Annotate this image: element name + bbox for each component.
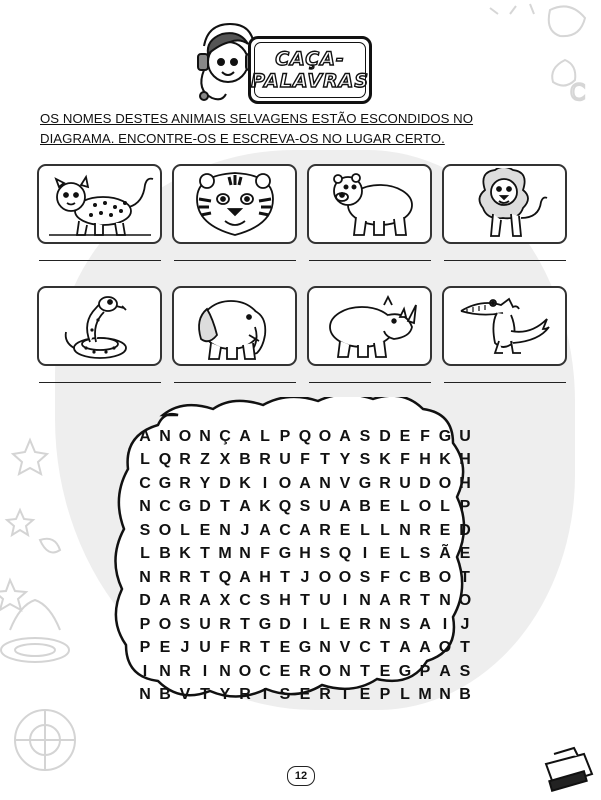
word-search-letter[interactable]: P [419, 662, 431, 680]
word-search-letter[interactable]: T [420, 592, 430, 610]
word-search-letter[interactable]: H [459, 451, 471, 469]
word-search-row [135, 425, 475, 449]
word-search-letter[interactable]: Z [200, 451, 210, 469]
word-search-letter[interactable]: E [199, 521, 211, 539]
word-search-letter[interactable]: I [442, 615, 448, 633]
word-search-letter[interactable]: I [142, 662, 148, 680]
word-search-letter[interactable]: E [379, 662, 391, 680]
word-search-letter[interactable]: L [140, 451, 150, 469]
word-search-letter[interactable]: A [159, 592, 171, 610]
word-search-letter[interactable]: J [240, 521, 250, 539]
answer-line-rhinoceros[interactable] [309, 382, 431, 383]
word-search-letter[interactable]: F [300, 451, 310, 469]
snake-icon [50, 290, 150, 362]
word-search-letter[interactable]: C [139, 474, 151, 492]
word-search-letter[interactable]: T [300, 592, 310, 610]
word-search-letter[interactable]: R [179, 451, 191, 469]
word-search-letter[interactable]: E [339, 615, 351, 633]
word-search-letter[interactable]: C [279, 521, 291, 539]
word-search-letter[interactable]: M [218, 545, 232, 563]
word-search-letter[interactable]: R [239, 639, 251, 657]
answer-line-leopard[interactable] [39, 260, 161, 261]
word-search-letter[interactable]: E [339, 521, 351, 539]
word-search-letter[interactable]: L [320, 615, 330, 633]
word-search-letter[interactable]: B [239, 451, 251, 469]
answer-line-snake[interactable] [39, 382, 161, 383]
word-search-letter[interactable]: T [240, 615, 250, 633]
word-search-letter[interactable]: A [199, 592, 211, 610]
word-search-letter[interactable]: L [380, 521, 390, 539]
word-search-letter[interactable]: R [379, 474, 391, 492]
word-search-letter[interactable]: S [399, 615, 411, 633]
word-search-row [135, 519, 475, 543]
word-search-letter[interactable]: I [362, 545, 368, 563]
word-search-letter[interactable]: E [399, 427, 411, 445]
word-search-letter[interactable]: O [438, 639, 452, 657]
animal-card-bear [307, 164, 432, 244]
answer-line-elephant[interactable] [174, 382, 296, 383]
word-search-letter[interactable]: L [400, 686, 410, 704]
word-search-letter[interactable]: N [139, 498, 151, 516]
word-search-letter[interactable]: R [359, 615, 371, 633]
rhinoceros-icon [318, 291, 422, 361]
word-search-letter[interactable]: R [299, 662, 311, 680]
word-search-letter[interactable]: T [340, 686, 350, 704]
word-search-row [135, 496, 475, 520]
alligator-icon [453, 291, 557, 361]
word-search-letter[interactable]: O [318, 662, 332, 680]
word-search-letter[interactable]: E [379, 498, 391, 516]
word-search-letter[interactable]: Q [338, 545, 352, 563]
word-search-letter[interactable]: S [179, 615, 191, 633]
word-search-letter[interactable]: R [179, 568, 191, 586]
word-search-letter[interactable]: N [139, 686, 151, 704]
word-search-letter[interactable]: A [339, 498, 351, 516]
word-search-letter[interactable]: D [279, 615, 291, 633]
word-search-letter[interactable]: T [200, 686, 210, 704]
word-search-letter[interactable]: S [359, 427, 371, 445]
word-search-letter[interactable]: T [460, 639, 470, 657]
word-search-letter[interactable]: Ã [439, 545, 451, 563]
word-search-letter[interactable]: C [359, 639, 371, 657]
word-search-letter[interactable]: G [358, 474, 372, 492]
word-search-letter[interactable]: E [279, 662, 291, 680]
word-search-letter[interactable]: D [379, 427, 391, 445]
word-search-letter[interactable]: I [342, 592, 348, 610]
word-search-letter[interactable]: R [319, 521, 331, 539]
word-search-letter[interactable]: C [159, 498, 171, 516]
word-search-letter[interactable]: A [419, 639, 431, 657]
word-search-letter[interactable]: A [139, 427, 151, 445]
word-search-letter[interactable]: H [459, 474, 471, 492]
word-search-letter[interactable]: N [379, 615, 391, 633]
word-search-letter[interactable]: G [158, 474, 172, 492]
animal-card-leopard [37, 164, 162, 244]
word-search-letter[interactable]: B [159, 545, 171, 563]
word-search-letter[interactable]: R [319, 686, 331, 704]
word-search-letter[interactable]: O [458, 592, 472, 610]
word-search-letter[interactable]: I [262, 686, 268, 704]
word-search-letter[interactable]: N [439, 686, 451, 704]
word-search-letter[interactable]: N [219, 662, 231, 680]
word-search-letter[interactable]: A [259, 521, 271, 539]
word-search-letter[interactable]: J [300, 568, 310, 586]
word-search-letter[interactable]: A [239, 427, 251, 445]
word-search-letter[interactable]: A [239, 498, 251, 516]
word-search-letter[interactable]: N [399, 521, 411, 539]
word-search-letter[interactable]: S [359, 568, 371, 586]
word-search-letter[interactable]: L [440, 498, 450, 516]
word-search-letter[interactable]: R [179, 662, 191, 680]
word-search-letter[interactable]: Ç [219, 427, 231, 445]
decorative-doodles-left-icon [0, 420, 110, 800]
animal-card-rhinoceros [307, 286, 432, 366]
word-search-row [135, 637, 475, 661]
word-search-letter[interactable]: G [398, 662, 412, 680]
word-search-letter[interactable]: K [439, 451, 451, 469]
word-search-letter[interactable]: P [279, 427, 291, 445]
word-search-letter[interactable]: N [339, 662, 351, 680]
word-search-letter[interactable]: U [279, 451, 291, 469]
word-search-letter[interactable]: O [238, 662, 252, 680]
word-search-letter[interactable]: U [199, 615, 211, 633]
title-line-1: CAÇA- [275, 48, 345, 70]
word-search-letter[interactable]: O [318, 568, 332, 586]
page-number: 12 [287, 766, 315, 786]
word-search-letter[interactable]: K [239, 474, 251, 492]
instructions-line-1: OS NOMES DESTES ANIMAIS SELVAGENS ESTÃO ESCONDIDOS NO [40, 111, 474, 126]
word-search-letter[interactable]: A [299, 521, 311, 539]
word-search-letter[interactable]: S [459, 662, 471, 680]
word-search-letter[interactable]: S [259, 592, 271, 610]
word-search-letter[interactable]: I [302, 615, 308, 633]
word-search-letter[interactable]: S [279, 686, 291, 704]
word-search-letter[interactable]: D [139, 592, 151, 610]
instructions [40, 109, 560, 149]
typewriter-logo-icon [540, 746, 596, 792]
word-search-letter[interactable]: O [318, 427, 332, 445]
word-search-letter[interactable]: B [459, 686, 471, 704]
word-search-letter[interactable]: R [179, 474, 191, 492]
word-search-row [135, 566, 475, 590]
answer-line-bear[interactable] [309, 260, 431, 261]
word-search-letter[interactable]: E [439, 521, 451, 539]
word-search-letter[interactable]: N [159, 662, 171, 680]
word-search-letter[interactable]: N [139, 568, 151, 586]
word-search-letter[interactable]: N [239, 545, 251, 563]
word-search-row [135, 449, 475, 473]
word-search-letter[interactable]: O [438, 568, 452, 586]
word-search-letter[interactable]: S [319, 545, 331, 563]
word-search-letter[interactable]: O [438, 474, 452, 492]
word-search-letter[interactable]: Y [219, 686, 231, 704]
word-search-letter[interactable]: Y [199, 474, 211, 492]
elephant-icon [185, 289, 285, 363]
bear-icon [320, 169, 420, 239]
word-search-letter[interactable]: X [219, 592, 231, 610]
word-search-letter[interactable]: F [420, 427, 430, 445]
word-search-letter[interactable]: E [359, 686, 371, 704]
tiger-icon [185, 169, 285, 239]
word-search-letter[interactable]: G [258, 615, 272, 633]
word-search-row [135, 684, 475, 708]
word-search-letter[interactable]: N [359, 592, 371, 610]
word-search-letter[interactable]: D [199, 498, 211, 516]
word-search-letter[interactable]: H [259, 568, 271, 586]
animal-card-tiger [172, 164, 297, 244]
word-search-letter[interactable]: P [459, 498, 471, 516]
title-banner [248, 36, 372, 104]
word-search-letter[interactable]: J [460, 615, 470, 633]
word-search-letter[interactable]: N [159, 427, 171, 445]
word-search-letter[interactable]: R [399, 592, 411, 610]
word-search-letter[interactable]: T [380, 639, 390, 657]
word-search-letter[interactable]: E [299, 686, 311, 704]
word-search-letter[interactable]: R [179, 592, 191, 610]
word-search-letter[interactable]: C [239, 592, 251, 610]
word-search-letter[interactable]: D [459, 521, 471, 539]
word-search-letter[interactable]: O [278, 474, 292, 492]
word-search-letter[interactable]: S [299, 498, 311, 516]
word-search-letter[interactable]: E [379, 545, 391, 563]
word-search-letter[interactable]: T [460, 568, 470, 586]
word-search-letter[interactable]: V [179, 686, 191, 704]
word-search-letter[interactable]: T [320, 451, 330, 469]
word-search-letter[interactable]: K [179, 545, 191, 563]
word-search-letter[interactable]: G [438, 427, 452, 445]
word-search-letter[interactable]: O [158, 615, 172, 633]
answer-line-tiger[interactable] [174, 260, 296, 261]
svg-text:C: C [570, 81, 586, 106]
word-search-letter[interactable]: Q [158, 451, 172, 469]
word-search-letter[interactable]: X [219, 451, 231, 469]
word-search-letter[interactable]: J [180, 639, 190, 657]
title-line-2: PALAVRAS [250, 70, 370, 92]
word-search-letter[interactable]: A [339, 427, 351, 445]
word-search-letter[interactable]: G [278, 545, 292, 563]
instructions-line-2: DIAGRAMA. ENCONTRE-OS E ESCREVA-OS NO LUGAR CERTO. [40, 131, 445, 146]
word-search-letter[interactable]: R [239, 686, 251, 704]
word-search-letter[interactable]: I [262, 474, 268, 492]
animal-card-alligator [442, 286, 567, 366]
word-search-letter[interactable]: U [319, 498, 331, 516]
animal-card-snake [37, 286, 162, 366]
word-search-letter[interactable]: U [399, 474, 411, 492]
word-search-letter[interactable]: H [419, 451, 431, 469]
word-search-letter[interactable]: C [399, 568, 411, 586]
word-search-letter[interactable]: F [400, 451, 410, 469]
word-search-letter[interactable]: R [259, 451, 271, 469]
word-search-letter[interactable]: A [419, 615, 431, 633]
word-search-letter[interactable]: L [180, 521, 190, 539]
word-search-letter[interactable]: N [319, 474, 331, 492]
word-search-letter[interactable]: K [259, 498, 271, 516]
word-search-letter[interactable]: L [260, 427, 270, 445]
word-search-letter[interactable]: V [339, 474, 351, 492]
word-search-letter[interactable]: A [239, 568, 251, 586]
word-search-letter[interactable]: B [359, 498, 371, 516]
word-search-letter[interactable]: A [379, 592, 391, 610]
word-search-letter[interactable]: M [418, 686, 432, 704]
word-search-letter[interactable]: N [439, 592, 451, 610]
word-search-letter[interactable]: O [158, 521, 172, 539]
word-search-grid [135, 425, 475, 707]
word-search-letter[interactable]: L [140, 545, 150, 563]
word-search-letter[interactable]: T [360, 662, 370, 680]
word-search-letter[interactable]: U [319, 592, 331, 610]
word-search-letter[interactable]: N [319, 639, 331, 657]
word-search-letter[interactable]: P [139, 615, 151, 633]
word-search-letter[interactable]: K [379, 451, 391, 469]
word-search-letter[interactable]: R [159, 568, 171, 586]
word-search-letter[interactable]: H [279, 592, 291, 610]
word-search-letter[interactable]: S [139, 521, 151, 539]
word-search-letter[interactable]: T [280, 568, 290, 586]
word-search-letter[interactable]: U [199, 639, 211, 657]
word-search-letter[interactable]: Q [298, 427, 312, 445]
word-search-letter[interactable]: I [202, 662, 208, 680]
word-search-row [135, 472, 475, 496]
answer-line-lion[interactable] [444, 260, 566, 261]
word-search-letter[interactable]: S [359, 451, 371, 469]
lion-icon [455, 168, 555, 240]
word-search-row [135, 590, 475, 614]
word-search-letter[interactable]: A [399, 639, 411, 657]
word-search-row [135, 660, 475, 684]
animal-card-elephant [172, 286, 297, 366]
word-search-letter[interactable]: G [178, 498, 192, 516]
word-search-letter[interactable]: F [260, 545, 270, 563]
word-search-letter[interactable]: S [419, 545, 431, 563]
word-search-letter[interactable]: L [400, 545, 410, 563]
header [190, 20, 390, 110]
word-search-letter[interactable]: P [139, 639, 151, 657]
word-search-letter[interactable]: D [219, 474, 231, 492]
word-search-letter[interactable]: E [279, 639, 291, 657]
word-search-letter[interactable]: E [459, 545, 471, 563]
word-search-letter[interactable]: U [459, 427, 471, 445]
word-search-letter[interactable]: L [360, 521, 370, 539]
word-search-letter[interactable]: T [220, 498, 230, 516]
word-search-letter[interactable]: D [419, 474, 431, 492]
word-search-letter[interactable]: E [159, 639, 171, 657]
word-search-row [135, 613, 475, 637]
word-search-letter[interactable]: Q [218, 568, 232, 586]
word-search-letter[interactable]: C [259, 662, 271, 680]
word-search-letter[interactable]: Y [339, 451, 351, 469]
word-search-letter[interactable]: T [200, 568, 210, 586]
word-search-letter[interactable]: P [379, 686, 391, 704]
word-search-letter[interactable]: T [260, 639, 270, 657]
word-search-letter[interactable]: T [200, 545, 210, 563]
answer-line-alligator[interactable] [444, 382, 566, 383]
word-search-letter[interactable]: H [299, 545, 311, 563]
leopard-icon [45, 169, 155, 239]
animal-card-lion [442, 164, 567, 244]
word-search-letter[interactable]: Q [278, 498, 292, 516]
word-search-letter[interactable]: O [338, 568, 352, 586]
word-search-letter[interactable]: A [439, 662, 451, 680]
word-search-letter[interactable]: G [298, 639, 312, 657]
word-search-letter[interactable]: F [220, 639, 230, 657]
word-search-letter[interactable]: N [219, 521, 231, 539]
word-search-letter[interactable]: O [418, 498, 432, 516]
word-search-letter[interactable]: V [339, 639, 351, 657]
word-search-letter[interactable]: O [178, 427, 192, 445]
word-search-letter[interactable]: B [159, 686, 171, 704]
word-search-letter[interactable]: B [419, 568, 431, 586]
word-search-letter[interactable]: A [299, 474, 311, 492]
word-search-letter[interactable]: R [219, 615, 231, 633]
word-search-letter[interactable]: N [199, 427, 211, 445]
word-search-letter[interactable]: F [380, 568, 390, 586]
word-search-letter[interactable]: L [400, 498, 410, 516]
word-search-row [135, 543, 475, 567]
word-search-letter[interactable]: R [419, 521, 431, 539]
